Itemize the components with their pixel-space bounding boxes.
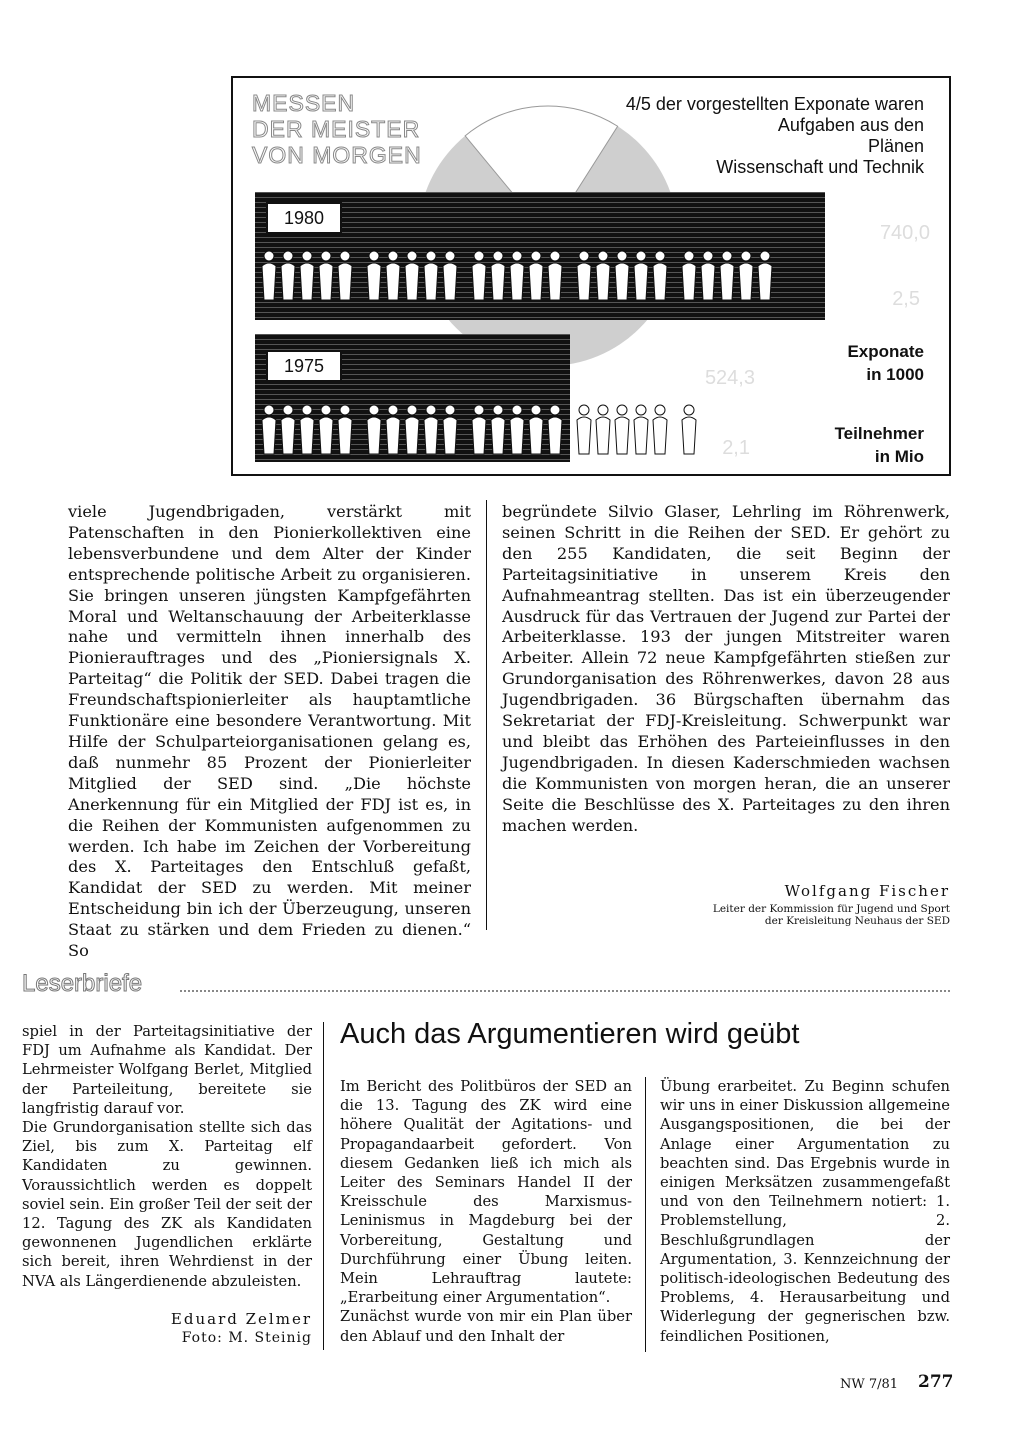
article-column-1	[68, 502, 471, 962]
page-number: 277	[918, 1372, 954, 1392]
teilnehmer-1980-figure	[615, 251, 629, 300]
section-rule	[180, 990, 950, 994]
letter-2-column-1-paragraph-2: Zunächst wurde von mir ein Plan über den Ablauf und den Inhalt der	[340, 1308, 632, 1345]
teilnehmer-1980-figure	[701, 251, 715, 300]
teilnehmer-1980-figure	[472, 251, 486, 300]
teilnehmer-1975-figure	[682, 405, 696, 454]
teilnehmer-1980-figure	[319, 251, 333, 300]
teilnehmer-1980-figure	[281, 251, 295, 300]
teilnehmer-figures-1980	[255, 250, 775, 306]
teilnehmer-1975-figure	[529, 405, 543, 454]
letter-2-column-1-paragraph-1: Im Bericht des Politbüros der SED an die 13. Tagung des ZK wird eine höhere Qualität der Agitations- und Propagandaarbeit gefordert. Von diesem Gedanken ließ ich mich als Leiter des Seminars Handel II der Kreisschule des Marxismus-Leninismus in Magdeburg bei der Vorbereitung, Gestaltung und Durchführung einer Übung leiten. Mein Lehrauftrag lautete: „Erarbeitung einer Argumentation“.	[340, 1078, 632, 1307]
teilnehmer-1980-figure	[405, 251, 419, 300]
year-label-1980: 1980	[266, 202, 342, 234]
teilnehmer-1980-figure	[758, 251, 772, 300]
section-label-leserbriefe: Leserbriefe	[22, 970, 143, 997]
year-label-1975: 1975	[266, 350, 342, 382]
value-1980-teilnehmer: 2,5	[892, 288, 920, 310]
teilnehmer-1975-figure	[634, 405, 648, 454]
letter-1-text	[22, 1022, 312, 1291]
article-column-2-text: begründete Silvio Glaser, Lehrling im Röhrenwerk, seinen Schritt in die Reihen der SED. Er gehört zu den 255 Kandidaten, die seit Beginn der Parteitagsinitiative in unserem Kreis den Aufnahmeantrag stellten. Das ist ein überzeugender Ausdruck für das Vertrauen der Jugend zur Partei der Arbeiterklasse. 193 der jungen Mitstreiter waren Arbeiter. Allein 72 neue Kampfgefährten stießen zur Grundorganisation des Röhrenwerkes, davon 28 aus Jugendbrigaden. 36 Bürgschaften übernahm das Sekretariat der FDJ-Kreisleitung. Schwerpunkt war und bleibt das Erhöhen des Parteieinflusses in den Jugendbrigaden. In diesen Kaderschmieden wachsen die Kommunisten von morgen heran, die an unserer Seite die Beschlüsse des X. Parteitages zu den ihren machen werden.	[502, 502, 950, 835]
teilnehmer-1975-figure	[472, 405, 486, 454]
teilnehmer-1975-figure	[653, 405, 667, 454]
stencil-line-2: DER MEISTER	[252, 116, 421, 142]
teilnehmer-1975-figure	[338, 405, 352, 454]
stencil-line-1: MESSEN	[252, 90, 356, 116]
letter-1-photo-credit: Foto: M. Steinig	[181, 1330, 312, 1346]
headline-line-4: Wissenschaft und Technik	[716, 157, 924, 177]
teilnehmer-1975-figure	[405, 405, 419, 454]
teilnehmer-1975-figure	[491, 405, 505, 454]
teilnehmer-1975-figure	[577, 405, 591, 454]
teilnehmer-1975-figure	[510, 405, 524, 454]
legend-exponate-line-1: Exponate	[847, 342, 924, 361]
article-column-1-text: viele Jugendbrigaden, verstärkt mit Patenschaften in den Pionierkollektiven eine lebensverbundene und dem Alter der Kinder entsprechende politische Arbeit zu organisieren. Sie bringen unseren jüngsten Kampfgefährten Moral und Weltanschauung der Arbeiterklasse nahe und vermitteln ihnen innerhalb des Pionierauftrages und des „Pioniersignals X. Parteitag“ die Politik der SED. Dabei tragen die Freundschaftspionierleiter als hauptamtliche Funktionäre eine besondere Verantwortung. Mit Hilfe der Schulparteiorganisationen gelang es, daß nunmehr 85 Prozent der Pionierleiter Mitglied der SED sind. „Die höchste Anerkennung für ein Mitglied der FDJ ist es, in die Reihen der Kommunisten aufgenommen zu werden. Ich habe im Zeichen der Vorbereitung des X. Parteitages den Entschluß gefaßt, Kandidat der SED zu werden. Mit meiner Entscheidung bin ich der Überzeugung, unseren Staat zu stärken und dem Frieden zu dienen.“ So	[68, 502, 471, 961]
teilnehmer-1980-figure	[510, 251, 524, 300]
column-divider	[486, 500, 487, 930]
stencil-title	[252, 90, 422, 168]
teilnehmer-1980-figure	[262, 251, 276, 300]
letter-2-column-divider	[645, 1077, 646, 1352]
letter-2-column-2	[660, 1077, 950, 1346]
teilnehmer-1980-figure	[491, 251, 505, 300]
author-title-line-2: der Kreisleitung Neuhaus der SED	[764, 915, 950, 927]
letter-divider	[323, 1022, 324, 1350]
teilnehmer-1980-figure	[424, 251, 438, 300]
teilnehmer-1975-figure	[300, 405, 314, 454]
teilnehmer-1975-figure	[424, 405, 438, 454]
letter-2-headline: Auch das Argumentieren wird geübt	[340, 1018, 800, 1050]
letter-2-column-2-text: Übung erarbeitet. Zu Beginn schufen wir uns in einer Diskussion allgemeine Ausgangspositionen, die bei der Anlage einer Argumentation zu beachten sind. Das Ergebnis wurde in einigen Merksätzen zusammengefaßt und von den Teilnehmern notiert: 1. Problemstellung, 2. Beschlußgrundlagen der Argumentation, 3. Kennzeichnung der politisch-ideologischen Bedeutung des Problems, 4. Herausarbeitung und Widerlegung der gegnerischen bzw. feindlichen Positionen,	[660, 1078, 950, 1345]
legend-exponate	[774, 340, 924, 386]
letter-1-paragraph-2: Die Grundorganisation stellte sich das Ziel, bis zum X. Parteitag elf Kandidaten zu gewinnen. Voraussichtlich werden es doppelt soviel sein. Ein großer Teil der seit der 12. Tagung des ZK als Kandidaten gewonnenen Jugendlichen erklärte sich bereit, ihren Wehrdienst in der NVA als Längerdienende abzuleisten.	[22, 1119, 312, 1290]
article-author-title	[560, 903, 950, 927]
teilnehmer-1975-figure	[596, 405, 610, 454]
teilnehmer-1980-figure	[367, 251, 381, 300]
teilnehmer-1980-figure	[653, 251, 667, 300]
author-title-line-1: Leiter der Kommission für Jugend und Sport	[712, 903, 950, 915]
teilnehmer-figures-1975	[255, 404, 705, 460]
teilnehmer-1980-figure	[720, 251, 734, 300]
legend-exponate-line-2: in 1000	[866, 365, 924, 384]
stencil-line-3: VON MORGEN	[252, 142, 422, 168]
teilnehmer-1975-figure	[615, 405, 629, 454]
teilnehmer-1980-figure	[300, 251, 314, 300]
infographic-headline	[584, 94, 924, 178]
teilnehmer-1980-figure	[443, 251, 457, 300]
legend-teilnehmer	[774, 422, 924, 468]
letter-2-column-1	[340, 1077, 632, 1346]
article-column-2	[502, 502, 950, 837]
article-author: Wolfgang Fischer	[784, 882, 950, 900]
issue-number: NW 7/81	[840, 1377, 899, 1392]
teilnehmer-1980-figure	[548, 251, 562, 300]
teilnehmer-1980-figure	[596, 251, 610, 300]
teilnehmer-1975-figure	[262, 405, 276, 454]
teilnehmer-1975-figure	[281, 405, 295, 454]
headline-line-1: 4/5 der vorgestellten Exponate waren	[625, 94, 924, 114]
teilnehmer-1980-figure	[682, 251, 696, 300]
value-1975-teilnehmer: 2,1	[722, 437, 750, 459]
legend-teilnehmer-line-2: in Mio	[874, 447, 924, 466]
teilnehmer-1980-figure	[529, 251, 543, 300]
value-1975-exponate: 524,3	[704, 367, 755, 389]
teilnehmer-1980-figure	[739, 251, 753, 300]
headline-line-3: Plänen	[867, 136, 924, 156]
teilnehmer-1980-figure	[634, 251, 648, 300]
teilnehmer-1975-figure	[386, 405, 400, 454]
letter-1-author: Eduard Zelmer	[170, 1310, 312, 1328]
teilnehmer-1975-figure	[367, 405, 381, 454]
teilnehmer-1975-figure	[548, 405, 562, 454]
teilnehmer-1975-figure	[319, 405, 333, 454]
value-1980-exponate: 740,0	[879, 222, 930, 244]
teilnehmer-1980-figure	[577, 251, 591, 300]
letter-1-paragraph-1: spiel in der Parteitagsinitiative der FDJ um Aufnahme als Kandidat. Der Lehrmeister Wolfgang Berlet, Mitglied der Parteileitung, bereitete sie langfristig darauf vor.	[22, 1023, 312, 1117]
legend-teilnehmer-line-1: Teilnehmer	[834, 424, 924, 443]
teilnehmer-1975-figure	[443, 405, 457, 454]
headline-line-2: Aufgaben aus den	[777, 115, 924, 135]
teilnehmer-1980-figure	[386, 251, 400, 300]
teilnehmer-1980-figure	[338, 251, 352, 300]
